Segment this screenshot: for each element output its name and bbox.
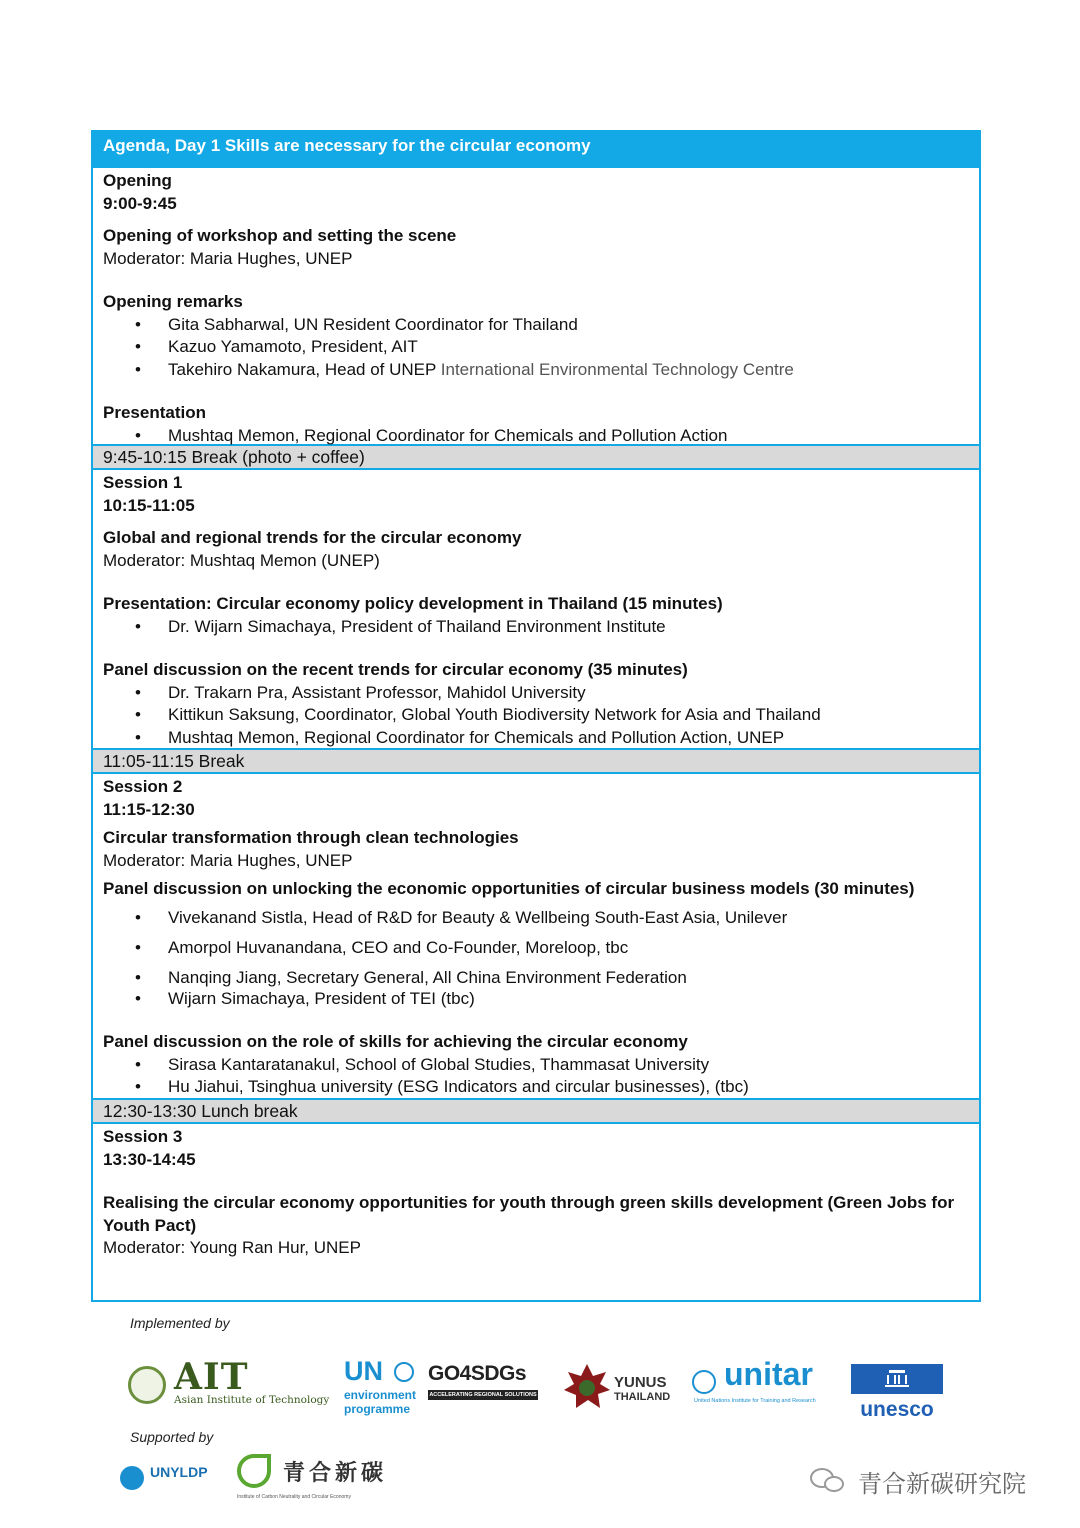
remarks-title: Opening remarks bbox=[103, 292, 243, 311]
section-topic: Realising the circular economy opportunities for youth through green skills development (Green Jobs for Youth Pact) bbox=[103, 1193, 955, 1235]
list-item: • Nanqing Jiang, Secretary General, All China Environment Federation bbox=[103, 963, 969, 993]
panel-list bbox=[103, 988, 969, 1011]
remarks-tail: International Environmental Technology Centre bbox=[440, 359, 794, 379]
panel-title: Panel discussion on the role of skills for achieving the circular economy bbox=[103, 1032, 688, 1051]
section-title: Session 1 bbox=[103, 473, 183, 492]
section-time: 10:15-11:05 bbox=[103, 495, 195, 515]
list-item: • Gita Sabharwal, UN Resident Coordinator for Thailand bbox=[103, 314, 969, 337]
qinghe-logo: 青合新碳 Institute of Carbon Neutrality and Circular Economy bbox=[237, 1450, 397, 1502]
unesco-logo: unesco bbox=[851, 1364, 943, 1422]
session1-section bbox=[91, 470, 981, 750]
un-emblem-icon bbox=[120, 1466, 144, 1490]
wechat-watermark: 青合新碳研究院 bbox=[810, 1462, 1060, 1498]
wechat-icon-small bbox=[824, 1476, 844, 1492]
list-item: • Dr. Wijarn Simachaya, President of Thailand Environment Institute bbox=[103, 616, 969, 639]
list-item: • Dr. Trakarn Pra, Assistant Professor, Mahidol University bbox=[103, 682, 969, 705]
list-item: • Hu Jiahui, Tsinghua university (ESG Indicators and circular businesses), (tbc) bbox=[103, 1076, 969, 1099]
remarks-list bbox=[103, 314, 969, 382]
list-item: • Wijarn Simachaya, President of TEI (tbc) bbox=[103, 988, 969, 1011]
list-item: • Amorpol Huvanandana, CEO and Co-Founder, Moreloop, tbc bbox=[103, 933, 969, 963]
moderator: Moderator: Young Ran Hur, UNEP bbox=[103, 1238, 361, 1257]
presentation-list bbox=[103, 616, 969, 639]
opening-section bbox=[91, 168, 981, 446]
break-row: 9:45-10:15 Break (photo + coffee) bbox=[91, 446, 981, 470]
panel-list bbox=[103, 903, 969, 993]
section-title: Session 3 bbox=[103, 1127, 183, 1146]
break-row: 11:05-11:15 Break bbox=[91, 750, 981, 774]
yunus-star-icon bbox=[562, 1362, 612, 1412]
partner-logos bbox=[0, 1300, 1080, 1528]
section-title: Opening bbox=[103, 171, 172, 190]
list-item: • Mushtaq Memon, Regional Coordinator for Chemicals and Pollution Action bbox=[103, 425, 969, 448]
section-topic: Opening of workshop and setting the scene bbox=[103, 226, 457, 245]
break-row: 12:30-13:30 Lunch break bbox=[91, 1100, 981, 1124]
list-item: • Vivekanand Sistla, Head of R&D for Beauty & Wellbeing South-East Asia, Unilever bbox=[103, 903, 969, 933]
list-item: • Mushtaq Memon, Regional Coordinator for Chemicals and Pollution Action, UNEP bbox=[103, 727, 969, 750]
yunus-logo: YUNUS THAILAND bbox=[562, 1360, 672, 1416]
panel-list bbox=[103, 682, 969, 750]
agenda-table bbox=[91, 130, 981, 1302]
session2-section bbox=[91, 774, 981, 1100]
list-item: • Kazuo Yamamoto, President, AIT bbox=[103, 336, 969, 359]
un-emblem-icon bbox=[394, 1362, 414, 1382]
panel-list bbox=[103, 1054, 969, 1099]
moderator: Moderator: Maria Hughes, UNEP bbox=[103, 248, 353, 268]
section-time: 9:00-9:45 bbox=[103, 193, 177, 213]
panel-title: Panel discussion on unlocking the economic opportunities of circular business models (30 minutes) bbox=[103, 879, 915, 898]
list-item: • Sirasa Kantaratanakul, School of Global Studies, Thammasat University bbox=[103, 1054, 969, 1077]
leaf-icon bbox=[237, 1454, 271, 1488]
go4sdgs-logo: GO4SDGs ACCELERATING REGIONAL SOLUTIONS bbox=[428, 1362, 537, 1398]
panel-title: Panel discussion on the recent trends for circular economy (35 minutes) bbox=[103, 660, 688, 679]
supported-by-label: Supported by bbox=[130, 1429, 214, 1445]
unyldp-logo: UNYLDP bbox=[120, 1464, 220, 1494]
session3-section bbox=[91, 1124, 981, 1302]
un-emblem-icon bbox=[692, 1370, 716, 1394]
unitar-logo: unitar United Nations Institute for Training and Research bbox=[694, 1356, 816, 1404]
presentation-title: Presentation: Circular economy policy development in Thailand (15 minutes) bbox=[103, 594, 723, 613]
section-topic: Global and regional trends for the circular economy bbox=[103, 528, 522, 547]
unep-logo: UN environment programme bbox=[344, 1356, 417, 1416]
moderator: Moderator: Maria Hughes, UNEP bbox=[103, 850, 353, 870]
section-title: Session 2 bbox=[103, 777, 183, 796]
ait-seal-icon bbox=[128, 1366, 166, 1404]
moderator: Moderator: Mushtaq Memon (UNEP) bbox=[103, 550, 380, 570]
presentation-title: Presentation bbox=[103, 403, 206, 422]
agenda-header: Agenda, Day 1 Skills are necessary for the circular economy bbox=[91, 130, 981, 168]
section-time: 13:30-14:45 bbox=[103, 1149, 196, 1169]
ait-logo: AIT Asian Institute of Technology bbox=[128, 1360, 328, 1410]
section-time: 11:15-12:30 bbox=[103, 799, 195, 819]
unesco-temple-icon bbox=[851, 1364, 943, 1394]
list-item: • Kittikun Saksung, Coordinator, Global Youth Biodiversity Network for Asia and Thailand bbox=[103, 704, 969, 727]
implemented-by-label: Implemented by bbox=[130, 1315, 230, 1331]
section-topic: Circular transformation through clean technologies bbox=[103, 828, 519, 847]
presentation-list bbox=[103, 425, 969, 448]
list-item: • Takehiro Nakamura, Head of UNEP International Environmental Technology Centre bbox=[103, 359, 969, 382]
